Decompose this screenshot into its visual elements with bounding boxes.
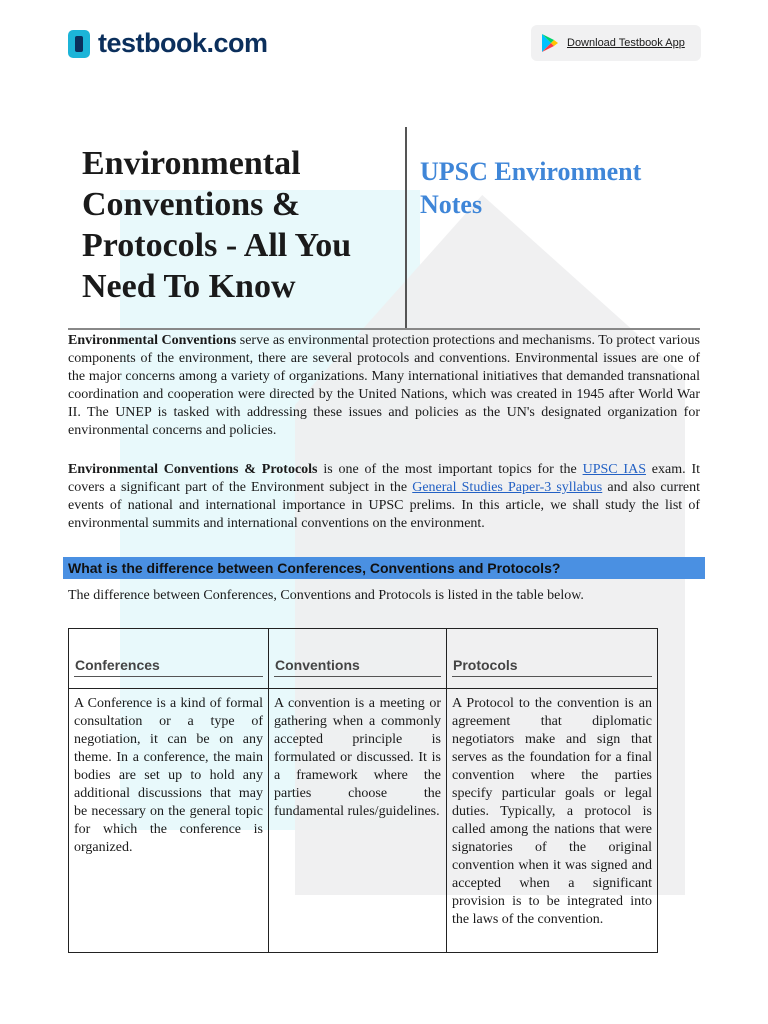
topic-bold: Environmental Conventions & Protocols bbox=[68, 462, 318, 477]
topic-paragraph bbox=[68, 461, 700, 533]
cell-conferences: A Conference is a kind of formal consultation or a type of negotiation, it can be on any theme. In a conference, the main bodies are set up to hold any additional discussions that may be necessary on the general topic for which the conference is organized. bbox=[69, 689, 269, 953]
testbook-logo[interactable] bbox=[68, 28, 268, 59]
comparison-table bbox=[68, 628, 658, 953]
page-title: Environmental Conventions & Protocols - All You Need To Know bbox=[82, 145, 352, 305]
header-underline bbox=[274, 676, 441, 677]
topic-text-2: exam. It covers a significant part of the Environment subject in the bbox=[68, 462, 700, 495]
table-header-row bbox=[69, 629, 658, 689]
testbook-logo-icon bbox=[68, 30, 90, 58]
intro-bold: Environmental Conventions bbox=[68, 333, 237, 348]
header-underline bbox=[452, 676, 652, 677]
section-intro: The difference between Conferences, Conventions and Protocols is listed in the table below. bbox=[68, 588, 584, 603]
header-label: Protocols bbox=[453, 657, 518, 673]
page-subtitle: UPSC Environment Notes bbox=[420, 157, 642, 219]
logo-text: testbook.com bbox=[98, 28, 268, 58]
topic-text-1: is one of the most important topics for the bbox=[317, 462, 583, 477]
download-app-button[interactable] bbox=[531, 25, 701, 61]
upsc-ias-link[interactable]: UPSC IAS bbox=[582, 462, 646, 477]
topic-text-3: and also current events of national and international importance in UPSC prelims. In this article, we shall study the list of environmental summits and international conventions on the environment. bbox=[68, 480, 700, 531]
header-cell-protocols bbox=[447, 629, 658, 689]
cell-protocols: A Protocol to the convention is an agreement that diplomatic negotiators make and sign that serves as the foundation for a final convention where the parties specify particular goals or legal duties. Typically, a protocol is called among the nations that were signatories of the original convention when it was signed and accepted when a significant provision is to be integrated into the laws of the convention. bbox=[447, 689, 658, 953]
section-heading: What is the difference between Conferences, Conventions and Protocols? bbox=[63, 557, 705, 579]
intro-paragraph bbox=[68, 332, 700, 440]
cell-conventions: A convention is a meeting or gathering when a commonly accepted principle is formulated or discussed. It is a framework where the parties choose the fundamental rules/guidelines. bbox=[269, 689, 447, 953]
gs-paper-3-link[interactable]: General Studies Paper-3 syllabus bbox=[412, 480, 603, 495]
header-underline bbox=[74, 676, 263, 677]
table-row bbox=[69, 689, 658, 953]
header-label: Conventions bbox=[275, 657, 360, 673]
title-divider bbox=[405, 127, 407, 329]
download-app-label: Download Testbook App bbox=[567, 37, 685, 49]
google-play-icon bbox=[541, 33, 559, 53]
intro-text: serve as environmental protection protections and mechanisms. To protect various components of the environment, there are several protocols and conventions. Environmental issues are one of the major concerns among a variety of organizations. Many international initiatives that demanded transnational coordination and cooperation were directed by the United Nations, which was created in 1945 after World War II. The UNEP is tasked with addressing these issues and policies as the UN's designated organization for environmental concerns and policies. bbox=[68, 333, 700, 438]
header-cell-conventions bbox=[269, 629, 447, 689]
header-rule bbox=[68, 328, 700, 330]
header-label: Conferences bbox=[75, 657, 160, 673]
header-cell-conferences bbox=[69, 629, 269, 689]
